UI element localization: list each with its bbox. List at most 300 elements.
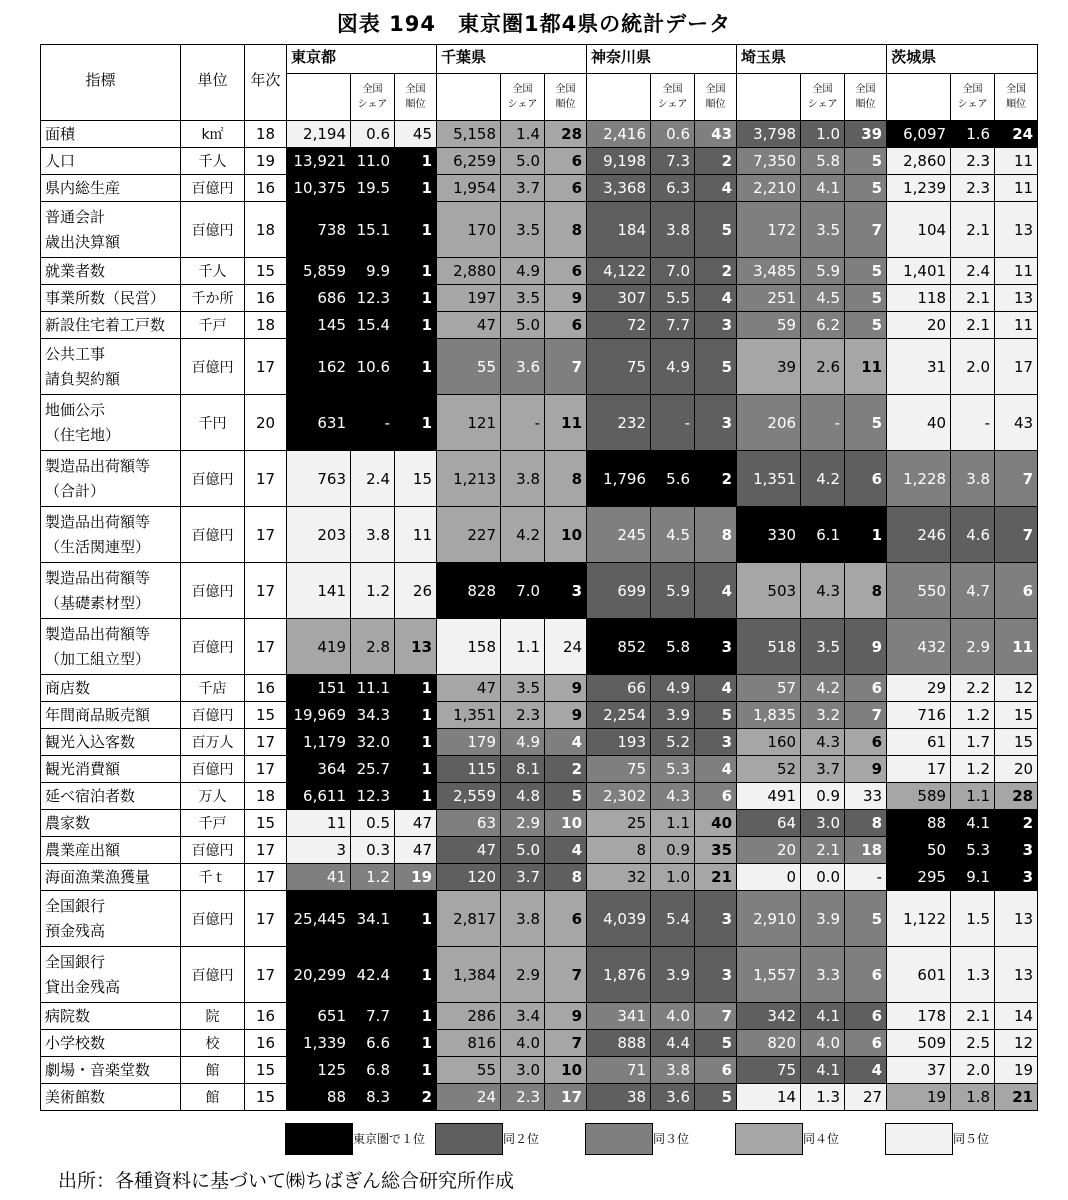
unit-cell: 千人 bbox=[181, 258, 245, 285]
share-cell: 8.3 bbox=[351, 1084, 395, 1111]
rank-cell: 9 bbox=[545, 1003, 587, 1030]
share-cell: 7.7 bbox=[351, 1003, 395, 1030]
share-cell: 3.7 bbox=[501, 864, 545, 891]
rank-cell: 5 bbox=[845, 285, 887, 312]
rank-cell: 5 bbox=[845, 312, 887, 339]
rank-cell: 6 bbox=[845, 675, 887, 702]
rank-cell: 6 bbox=[845, 729, 887, 756]
rank-cell: 3 bbox=[695, 395, 737, 451]
rank-cell: 5 bbox=[845, 891, 887, 947]
value-cell: 1,835 bbox=[737, 702, 801, 729]
rank-cell: 21 bbox=[995, 1084, 1038, 1111]
indicator-name-line: 製造品出荷額等 bbox=[45, 568, 151, 587]
rank-cell: 1 bbox=[395, 675, 437, 702]
share-cell: 2.9 bbox=[501, 947, 545, 1003]
indicator-name bbox=[41, 451, 181, 507]
share-cell: 3.0 bbox=[501, 1057, 545, 1084]
value-cell: 59 bbox=[737, 312, 801, 339]
rank-cell: 5 bbox=[545, 783, 587, 810]
share-cell: - bbox=[651, 395, 695, 451]
indicator-name bbox=[41, 1057, 181, 1084]
rank-cell: 10 bbox=[545, 507, 587, 563]
indicator-name bbox=[41, 947, 181, 1003]
share-cell: 9.1 bbox=[951, 864, 995, 891]
share-cell: 1.2 bbox=[351, 864, 395, 891]
indicator-name-line: 預金残高 bbox=[45, 921, 106, 940]
rank-cell: 1 bbox=[395, 258, 437, 285]
rank-cell: 1 bbox=[395, 1057, 437, 1084]
header-share-line1: 全国 bbox=[662, 84, 683, 95]
indicator-name-line: 海面漁業漁獲量 bbox=[45, 867, 151, 886]
indicator-name-line: 就業者数 bbox=[45, 261, 106, 280]
table-row bbox=[41, 729, 1038, 756]
share-cell: 1.0 bbox=[801, 121, 845, 148]
header-share-line1: 全国 bbox=[362, 84, 383, 95]
rank-cell: 8 bbox=[695, 507, 737, 563]
rank-cell: 8 bbox=[845, 563, 887, 619]
value-cell: 2,416 bbox=[587, 121, 651, 148]
value-cell: 193 bbox=[587, 729, 651, 756]
value-cell: 121 bbox=[437, 395, 501, 451]
value-cell: 10,375 bbox=[287, 175, 351, 202]
value-cell: 145 bbox=[287, 312, 351, 339]
share-cell: 6.3 bbox=[651, 175, 695, 202]
value-cell: 2,880 bbox=[437, 258, 501, 285]
indicator-name-line: （合計） bbox=[45, 481, 106, 500]
header-prefecture: 東京都 bbox=[287, 45, 437, 74]
value-cell: 47 bbox=[437, 837, 501, 864]
share-cell: 12.3 bbox=[351, 285, 395, 312]
header-share bbox=[801, 74, 845, 121]
value-cell: 37 bbox=[887, 1057, 951, 1084]
value-cell: 55 bbox=[437, 339, 501, 395]
rank-cell: 13 bbox=[395, 619, 437, 675]
value-cell: 141 bbox=[287, 563, 351, 619]
table-row bbox=[41, 891, 1038, 947]
rank-cell: 8 bbox=[845, 810, 887, 837]
header-value-blank bbox=[587, 74, 651, 121]
source-note: 出所：各種資料に基づいて㈱ちばぎん総合研究所作成 bbox=[58, 1170, 515, 1192]
value-cell: 31 bbox=[887, 339, 951, 395]
year-cell: 15 bbox=[245, 1084, 287, 1111]
table-row bbox=[41, 675, 1038, 702]
rank-cell: 8 bbox=[545, 451, 587, 507]
header-share-line2: シェア bbox=[657, 99, 688, 110]
value-cell: 1,401 bbox=[887, 258, 951, 285]
rank-cell: 9 bbox=[845, 619, 887, 675]
value-cell: 9,198 bbox=[587, 148, 651, 175]
value-cell: 1,876 bbox=[587, 947, 651, 1003]
rank-cell: 1 bbox=[395, 702, 437, 729]
header-rank-line2: 順位 bbox=[405, 99, 426, 110]
header-rank bbox=[395, 74, 437, 121]
indicator-name bbox=[41, 675, 181, 702]
value-cell: 888 bbox=[587, 1030, 651, 1057]
indicator-name bbox=[41, 175, 181, 202]
share-cell: 4.5 bbox=[651, 507, 695, 563]
indicator-name bbox=[41, 148, 181, 175]
value-cell: 1,351 bbox=[437, 702, 501, 729]
rank-cell: 15 bbox=[995, 729, 1038, 756]
value-cell: 7,350 bbox=[737, 148, 801, 175]
year-cell: 17 bbox=[245, 947, 287, 1003]
rank-cell: 4 bbox=[695, 285, 737, 312]
share-cell: 3.5 bbox=[801, 202, 845, 258]
value-cell: 170 bbox=[437, 202, 501, 258]
value-cell: 1,796 bbox=[587, 451, 651, 507]
table-row bbox=[41, 563, 1038, 619]
indicator-name bbox=[41, 729, 181, 756]
table-row bbox=[41, 202, 1038, 258]
rank-cell: 17 bbox=[545, 1084, 587, 1111]
rank-cell: 13 bbox=[995, 891, 1038, 947]
share-cell: 4.3 bbox=[801, 563, 845, 619]
value-cell: 342 bbox=[737, 1003, 801, 1030]
value-cell: 651 bbox=[287, 1003, 351, 1030]
legend-label: 同４位 bbox=[803, 1132, 840, 1146]
rank-cell: 35 bbox=[695, 837, 737, 864]
rank-cell: 4 bbox=[695, 175, 737, 202]
rank-cell: 5 bbox=[845, 148, 887, 175]
rank-cell: 7 bbox=[545, 1030, 587, 1057]
indicator-name bbox=[41, 702, 181, 729]
value-cell: 2,194 bbox=[287, 121, 351, 148]
rank-cell: 20 bbox=[995, 756, 1038, 783]
rank-cell: 1 bbox=[845, 507, 887, 563]
value-cell: 286 bbox=[437, 1003, 501, 1030]
value-cell: 716 bbox=[887, 702, 951, 729]
share-cell: 3.2 bbox=[801, 702, 845, 729]
header-prefecture: 茨城県 bbox=[887, 45, 1038, 74]
share-cell: 2.3 bbox=[951, 148, 995, 175]
rank-cell: 5 bbox=[845, 258, 887, 285]
unit-cell: 千戸 bbox=[181, 312, 245, 339]
share-cell: 15.4 bbox=[351, 312, 395, 339]
rank-cell: 11 bbox=[545, 395, 587, 451]
value-cell: 39 bbox=[737, 339, 801, 395]
share-cell: 19.5 bbox=[351, 175, 395, 202]
value-cell: 1,122 bbox=[887, 891, 951, 947]
rank-cell: 6 bbox=[995, 563, 1038, 619]
indicator-name-line: 観光消費額 bbox=[45, 759, 121, 778]
header-share-line1: 全国 bbox=[512, 84, 533, 95]
value-cell: 432 bbox=[887, 619, 951, 675]
rank-cell: 7 bbox=[545, 339, 587, 395]
unit-cell: 百万人 bbox=[181, 729, 245, 756]
indicator-name-line: 地価公示 bbox=[45, 400, 106, 419]
value-cell: 6,259 bbox=[437, 148, 501, 175]
year-cell: 17 bbox=[245, 891, 287, 947]
share-cell: 1.6 bbox=[951, 121, 995, 148]
indicator-name-line: 全国銀行 bbox=[45, 896, 106, 915]
share-cell: 2.6 bbox=[801, 339, 845, 395]
indicator-name-line: 年間商品販売額 bbox=[45, 705, 151, 724]
share-cell: 3.8 bbox=[651, 1057, 695, 1084]
indicator-name-line: 面積 bbox=[45, 124, 76, 143]
rank-cell: - bbox=[845, 864, 887, 891]
header-rank-line1: 全国 bbox=[855, 84, 876, 95]
unit-cell: 館 bbox=[181, 1057, 245, 1084]
indicator-name-line: 農家数 bbox=[45, 813, 91, 832]
rank-cell: 1 bbox=[395, 312, 437, 339]
indicator-name bbox=[41, 810, 181, 837]
table-row bbox=[41, 121, 1038, 148]
value-cell: 120 bbox=[437, 864, 501, 891]
share-cell: 6.6 bbox=[351, 1030, 395, 1057]
share-cell: 5.0 bbox=[501, 837, 545, 864]
rank-cell: 2 bbox=[995, 810, 1038, 837]
share-cell: 1.7 bbox=[951, 729, 995, 756]
share-cell: 11.1 bbox=[351, 675, 395, 702]
value-cell: 1,339 bbox=[287, 1030, 351, 1057]
share-cell: 3.9 bbox=[801, 891, 845, 947]
legend-label: 同２位 bbox=[503, 1132, 540, 1146]
indicator-name-line: 病院数 bbox=[45, 1006, 91, 1025]
table-row bbox=[41, 619, 1038, 675]
indicator-name bbox=[41, 619, 181, 675]
share-cell: 2.1 bbox=[951, 312, 995, 339]
unit-cell: 百億円 bbox=[181, 947, 245, 1003]
value-cell: 25,445 bbox=[287, 891, 351, 947]
legend-swatch bbox=[435, 1123, 503, 1155]
share-cell: 2.4 bbox=[351, 451, 395, 507]
value-cell: 38 bbox=[587, 1084, 651, 1111]
share-cell: 12.3 bbox=[351, 783, 395, 810]
indicator-name-line: 延べ宿泊者数 bbox=[45, 786, 136, 805]
share-cell: 3.8 bbox=[501, 451, 545, 507]
rank-cell: 6 bbox=[545, 175, 587, 202]
share-cell: 1.0 bbox=[651, 864, 695, 891]
header-rank-line1: 全国 bbox=[1006, 84, 1027, 95]
header-share bbox=[351, 74, 395, 121]
rank-cell: 1 bbox=[395, 756, 437, 783]
table-row bbox=[41, 507, 1038, 563]
header-unit: 単位 bbox=[181, 45, 245, 121]
share-cell: 6.8 bbox=[351, 1057, 395, 1084]
share-cell: - bbox=[801, 395, 845, 451]
share-cell: 2.3 bbox=[501, 1084, 545, 1111]
year-cell: 15 bbox=[245, 702, 287, 729]
value-cell: 61 bbox=[887, 729, 951, 756]
value-cell: 852 bbox=[587, 619, 651, 675]
unit-cell: 百億円 bbox=[181, 619, 245, 675]
unit-cell: 院 bbox=[181, 1003, 245, 1030]
value-cell: 158 bbox=[437, 619, 501, 675]
value-cell: 64 bbox=[737, 810, 801, 837]
share-cell: 5.9 bbox=[651, 563, 695, 619]
year-cell: 16 bbox=[245, 285, 287, 312]
share-cell: 3.5 bbox=[501, 285, 545, 312]
rank-cell: 8 bbox=[545, 864, 587, 891]
value-cell: 2,860 bbox=[887, 148, 951, 175]
unit-cell: 百億円 bbox=[181, 891, 245, 947]
rank-cell: 7 bbox=[845, 202, 887, 258]
share-cell: 4.6 bbox=[951, 507, 995, 563]
share-cell: 2.3 bbox=[951, 175, 995, 202]
value-cell: 72 bbox=[587, 312, 651, 339]
unit-cell: 百億円 bbox=[181, 507, 245, 563]
value-cell: 246 bbox=[887, 507, 951, 563]
table-row bbox=[41, 864, 1038, 891]
share-cell: 1.4 bbox=[501, 121, 545, 148]
share-cell: 1.2 bbox=[351, 563, 395, 619]
indicator-name bbox=[41, 202, 181, 258]
share-cell: 10.6 bbox=[351, 339, 395, 395]
share-cell: 2.8 bbox=[351, 619, 395, 675]
table-row bbox=[41, 756, 1038, 783]
rank-cell: 6 bbox=[845, 1030, 887, 1057]
rank-cell: 1 bbox=[395, 1030, 437, 1057]
share-cell: 3.9 bbox=[651, 702, 695, 729]
rank-cell: 6 bbox=[845, 1003, 887, 1030]
header-row-1 bbox=[41, 45, 1038, 74]
year-cell: 19 bbox=[245, 148, 287, 175]
rank-cell: 1 bbox=[395, 395, 437, 451]
rank-cell: 4 bbox=[545, 837, 587, 864]
indicator-name bbox=[41, 756, 181, 783]
rank-cell: 18 bbox=[845, 837, 887, 864]
statistics-table bbox=[40, 44, 1038, 1111]
share-cell: 3.8 bbox=[351, 507, 395, 563]
year-cell: 18 bbox=[245, 312, 287, 339]
rank-cell: 2 bbox=[695, 451, 737, 507]
value-cell: 491 bbox=[737, 783, 801, 810]
value-cell: 40 bbox=[887, 395, 951, 451]
value-cell: 828 bbox=[437, 563, 501, 619]
share-cell: 6.2 bbox=[801, 312, 845, 339]
share-cell: 1.3 bbox=[951, 947, 995, 1003]
value-cell: 206 bbox=[737, 395, 801, 451]
value-cell: 4,039 bbox=[587, 891, 651, 947]
rank-cell: 9 bbox=[545, 675, 587, 702]
value-cell: 1,384 bbox=[437, 947, 501, 1003]
share-cell: 3.7 bbox=[501, 175, 545, 202]
value-cell: 2,210 bbox=[737, 175, 801, 202]
share-cell: 8.1 bbox=[501, 756, 545, 783]
rank-cell: 9 bbox=[845, 756, 887, 783]
header-share-line2: シェア bbox=[807, 99, 838, 110]
rank-cell: 5 bbox=[695, 702, 737, 729]
indicator-name-line: 農業産出額 bbox=[45, 840, 121, 859]
unit-cell: 千人 bbox=[181, 148, 245, 175]
year-cell: 16 bbox=[245, 1003, 287, 1030]
value-cell: 816 bbox=[437, 1030, 501, 1057]
value-cell: 738 bbox=[287, 202, 351, 258]
value-cell: 601 bbox=[887, 947, 951, 1003]
year-cell: 18 bbox=[245, 202, 287, 258]
header-rank bbox=[695, 74, 737, 121]
table-row bbox=[41, 837, 1038, 864]
unit-cell: 千か所 bbox=[181, 285, 245, 312]
header-rank-line1: 全国 bbox=[405, 84, 426, 95]
value-cell: 13,921 bbox=[287, 148, 351, 175]
rank-cell: 19 bbox=[995, 1057, 1038, 1084]
header-rank bbox=[995, 74, 1038, 121]
indicator-name bbox=[41, 339, 181, 395]
share-cell: 4.0 bbox=[651, 1003, 695, 1030]
rank-cell: 6 bbox=[545, 891, 587, 947]
year-cell: 15 bbox=[245, 810, 287, 837]
legend-swatch bbox=[735, 1123, 803, 1155]
value-cell: 20,299 bbox=[287, 947, 351, 1003]
rank-cell: 13 bbox=[995, 947, 1038, 1003]
share-cell: 3.5 bbox=[501, 675, 545, 702]
rank-cell: 7 bbox=[695, 1003, 737, 1030]
value-cell: 227 bbox=[437, 507, 501, 563]
share-cell: 3.3 bbox=[801, 947, 845, 1003]
rank-cell: 11 bbox=[845, 339, 887, 395]
value-cell: 509 bbox=[887, 1030, 951, 1057]
value-cell: 232 bbox=[587, 395, 651, 451]
value-cell: 20 bbox=[737, 837, 801, 864]
rank-cell: 2 bbox=[395, 1084, 437, 1111]
value-cell: 1,179 bbox=[287, 729, 351, 756]
share-cell: 4.0 bbox=[801, 1030, 845, 1057]
value-cell: 14 bbox=[737, 1084, 801, 1111]
header-share bbox=[951, 74, 995, 121]
rank-cell: 28 bbox=[995, 783, 1038, 810]
rank-cell: 1 bbox=[395, 783, 437, 810]
value-cell: 179 bbox=[437, 729, 501, 756]
value-cell: 419 bbox=[287, 619, 351, 675]
share-cell: 4.3 bbox=[801, 729, 845, 756]
value-cell: 47 bbox=[437, 312, 501, 339]
share-cell: 4.0 bbox=[501, 1030, 545, 1057]
indicator-name bbox=[41, 864, 181, 891]
rank-cell: 5 bbox=[845, 175, 887, 202]
rank-cell: 15 bbox=[995, 702, 1038, 729]
value-cell: 66 bbox=[587, 675, 651, 702]
header-rank-line2: 順位 bbox=[555, 99, 576, 110]
rank-cell: 11 bbox=[395, 507, 437, 563]
unit-cell: 百億円 bbox=[181, 837, 245, 864]
share-cell: 32.0 bbox=[351, 729, 395, 756]
value-cell: 32 bbox=[587, 864, 651, 891]
year-cell: 20 bbox=[245, 395, 287, 451]
rank-cell: 6 bbox=[545, 312, 587, 339]
value-cell: 115 bbox=[437, 756, 501, 783]
value-cell: 151 bbox=[287, 675, 351, 702]
value-cell: 160 bbox=[737, 729, 801, 756]
share-cell: 4.7 bbox=[951, 563, 995, 619]
share-cell: 3.5 bbox=[801, 619, 845, 675]
share-cell: 1.5 bbox=[951, 891, 995, 947]
year-cell: 17 bbox=[245, 339, 287, 395]
header-prefecture: 埼玉県 bbox=[737, 45, 887, 74]
year-cell: 17 bbox=[245, 451, 287, 507]
rank-cell: 1 bbox=[395, 729, 437, 756]
value-cell: 3 bbox=[287, 837, 351, 864]
share-cell: 4.1 bbox=[951, 810, 995, 837]
indicator-name-line: 美術館数 bbox=[45, 1087, 106, 1106]
value-cell: 6,611 bbox=[287, 783, 351, 810]
share-cell: 0.6 bbox=[651, 121, 695, 148]
year-cell: 17 bbox=[245, 837, 287, 864]
share-cell: 0.6 bbox=[351, 121, 395, 148]
share-cell: 3.6 bbox=[501, 339, 545, 395]
share-cell: 5.5 bbox=[651, 285, 695, 312]
year-cell: 17 bbox=[245, 507, 287, 563]
value-cell: 75 bbox=[587, 756, 651, 783]
share-cell: 4.1 bbox=[801, 1003, 845, 1030]
indicator-name-line: （加工組立型） bbox=[45, 649, 151, 668]
header-rank-line1: 全国 bbox=[705, 84, 726, 95]
value-cell: 118 bbox=[887, 285, 951, 312]
year-cell: 16 bbox=[245, 175, 287, 202]
value-cell: 3,798 bbox=[737, 121, 801, 148]
share-cell: 3.8 bbox=[951, 451, 995, 507]
year-cell: 15 bbox=[245, 1057, 287, 1084]
